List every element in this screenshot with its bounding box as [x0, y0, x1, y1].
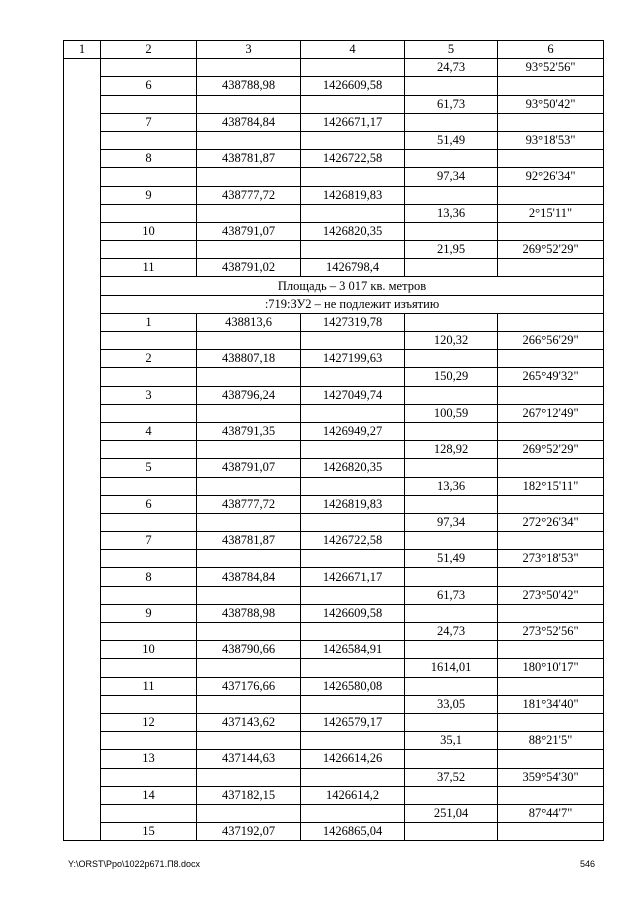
segment-row	[64, 804, 604, 822]
segment-row	[64, 131, 604, 149]
coord-y-empty	[301, 168, 405, 186]
point-row	[64, 641, 604, 659]
point-row	[64, 150, 604, 168]
segment-length: 1614,01	[405, 659, 498, 677]
segment-length: 61,73	[405, 95, 498, 113]
coord-x: 438813,6	[197, 313, 301, 331]
point-number: 10	[101, 222, 197, 240]
direction-angle: 87°44'7"	[498, 804, 604, 822]
coord-y-empty	[301, 241, 405, 259]
direction-angle: 273°52'56"	[498, 623, 604, 641]
direction-angle: 93°18'53"	[498, 131, 604, 149]
coord-x-empty	[197, 550, 301, 568]
coord-y-empty	[301, 404, 405, 422]
coord-y-empty	[301, 368, 405, 386]
coord-y-empty	[301, 732, 405, 750]
coord-x-empty	[197, 623, 301, 641]
coord-y: 1426820,35	[301, 459, 405, 477]
point-row	[64, 604, 604, 622]
direction-angle: 88°21'5"	[498, 732, 604, 750]
segment-row	[64, 477, 604, 495]
header-col-5: 5	[405, 41, 498, 59]
coord-y: 1426580,08	[301, 677, 405, 695]
point-number: 6	[101, 495, 197, 513]
segment-row	[64, 586, 604, 604]
length-empty	[405, 259, 498, 277]
parcel-label-row	[64, 295, 604, 313]
coord-x: 438788,98	[197, 604, 301, 622]
point-number: 10	[101, 641, 197, 659]
point-row	[64, 313, 604, 331]
coord-y-empty	[301, 659, 405, 677]
coord-x-empty	[197, 732, 301, 750]
direction-angle: 359°54'30"	[498, 768, 604, 786]
segment-length: 35,1	[405, 732, 498, 750]
segment-length: 24,73	[405, 623, 498, 641]
point-row	[64, 459, 604, 477]
coord-y: 1426722,58	[301, 150, 405, 168]
segment-length: 37,52	[405, 768, 498, 786]
point-number-empty	[101, 59, 197, 77]
coord-y: 1427049,74	[301, 386, 405, 404]
length-empty	[405, 422, 498, 440]
point-number: 2	[101, 350, 197, 368]
point-number-empty	[101, 768, 197, 786]
point-number: 15	[101, 823, 197, 841]
segment-row	[64, 241, 604, 259]
point-number: 11	[101, 259, 197, 277]
segment-row	[64, 659, 604, 677]
coord-x-empty	[197, 659, 301, 677]
coord-x-empty	[197, 768, 301, 786]
direction-angle: 93°50'42"	[498, 95, 604, 113]
angle-empty	[498, 568, 604, 586]
direction-angle: 265°49'32"	[498, 368, 604, 386]
coord-y: 1426819,83	[301, 186, 405, 204]
coord-y: 1426671,17	[301, 568, 405, 586]
coord-x: 437143,62	[197, 713, 301, 731]
coord-y: 1426798,4	[301, 259, 405, 277]
segment-length: 33,05	[405, 695, 498, 713]
coord-y: 1426949,27	[301, 422, 405, 440]
length-empty	[405, 77, 498, 95]
point-number: 13	[101, 750, 197, 768]
header-col-6: 6	[498, 41, 604, 59]
point-row	[64, 532, 604, 550]
coord-x-empty	[197, 332, 301, 350]
segment-row	[64, 368, 604, 386]
point-number-empty	[101, 623, 197, 641]
coord-x-empty	[197, 131, 301, 149]
length-empty	[405, 495, 498, 513]
point-number: 5	[101, 459, 197, 477]
point-row	[64, 422, 604, 440]
coord-y-empty	[301, 804, 405, 822]
coordinates-table-body	[64, 41, 604, 841]
coord-y: 1426671,17	[301, 113, 405, 131]
length-empty	[405, 786, 498, 804]
segment-row	[64, 768, 604, 786]
segment-length: 61,73	[405, 586, 498, 604]
point-number-empty	[101, 732, 197, 750]
segment-length: 21,95	[405, 241, 498, 259]
coord-x: 437182,15	[197, 786, 301, 804]
direction-angle: 2°15'11"	[498, 204, 604, 222]
coord-y: 1427199,63	[301, 350, 405, 368]
angle-empty	[498, 823, 604, 841]
point-row	[64, 386, 604, 404]
coord-y-empty	[301, 332, 405, 350]
footer-page-number: 546	[580, 859, 596, 869]
coord-y: 1426584,91	[301, 641, 405, 659]
segment-length: 120,32	[405, 332, 498, 350]
segment-row	[64, 623, 604, 641]
direction-angle: 269°52'29"	[498, 241, 604, 259]
angle-empty	[498, 113, 604, 131]
angle-empty	[498, 386, 604, 404]
section-cell	[64, 59, 101, 841]
point-number-empty	[101, 204, 197, 222]
coord-x-empty	[197, 441, 301, 459]
direction-angle: 266°56'29"	[498, 332, 604, 350]
coord-x: 438781,87	[197, 150, 301, 168]
coord-x: 438790,66	[197, 641, 301, 659]
coord-y-empty	[301, 623, 405, 641]
point-number-empty	[101, 441, 197, 459]
point-number: 12	[101, 713, 197, 731]
coord-y: 1426614,2	[301, 786, 405, 804]
segment-length: 24,73	[405, 59, 498, 77]
point-row	[64, 713, 604, 731]
length-empty	[405, 459, 498, 477]
direction-angle: 273°18'53"	[498, 550, 604, 568]
segment-length: 13,36	[405, 204, 498, 222]
segment-length: 97,34	[405, 513, 498, 531]
direction-angle: 273°50'42"	[498, 586, 604, 604]
coord-x: 438791,07	[197, 459, 301, 477]
angle-empty	[498, 713, 604, 731]
angle-empty	[498, 604, 604, 622]
point-number-empty	[101, 404, 197, 422]
header-col-4: 4	[301, 41, 405, 59]
length-empty	[405, 568, 498, 586]
point-number: 7	[101, 113, 197, 131]
coord-y: 1426579,17	[301, 713, 405, 731]
point-number-empty	[101, 131, 197, 149]
coord-y: 1426820,35	[301, 222, 405, 240]
point-number: 1	[101, 313, 197, 331]
coord-x-empty	[197, 695, 301, 713]
length-empty	[405, 532, 498, 550]
coord-y-empty	[301, 586, 405, 604]
point-row	[64, 77, 604, 95]
point-number-empty	[101, 168, 197, 186]
coord-x: 438784,84	[197, 568, 301, 586]
angle-empty	[498, 459, 604, 477]
coord-x: 437192,07	[197, 823, 301, 841]
point-row	[64, 677, 604, 695]
coord-x-empty	[197, 168, 301, 186]
header-col-3: 3	[197, 41, 301, 59]
segment-row	[64, 168, 604, 186]
parcel-label: :719:ЗУ2 – не подлежит изъятию	[101, 295, 604, 313]
length-empty	[405, 150, 498, 168]
segment-length: 150,29	[405, 368, 498, 386]
coord-y-empty	[301, 550, 405, 568]
coord-x-empty	[197, 241, 301, 259]
point-number-empty	[101, 550, 197, 568]
point-number: 7	[101, 532, 197, 550]
point-number: 9	[101, 186, 197, 204]
point-number-empty	[101, 368, 197, 386]
angle-empty	[498, 532, 604, 550]
angle-empty	[498, 641, 604, 659]
point-number-empty	[101, 241, 197, 259]
segment-row	[64, 695, 604, 713]
coord-x: 438781,87	[197, 532, 301, 550]
length-empty	[405, 823, 498, 841]
coordinates-sheet	[63, 40, 603, 841]
point-number: 14	[101, 786, 197, 804]
coord-x: 438791,02	[197, 259, 301, 277]
segment-length: 51,49	[405, 131, 498, 149]
segment-length: 51,49	[405, 550, 498, 568]
point-number-empty	[101, 95, 197, 113]
coord-y-empty	[301, 95, 405, 113]
length-empty	[405, 113, 498, 131]
coord-x-empty	[197, 513, 301, 531]
segment-length: 100,59	[405, 404, 498, 422]
segment-row	[64, 332, 604, 350]
length-empty	[405, 350, 498, 368]
coord-x: 438791,07	[197, 222, 301, 240]
coord-y: 1426722,58	[301, 532, 405, 550]
coord-x-empty	[197, 477, 301, 495]
angle-empty	[498, 786, 604, 804]
segment-row	[64, 204, 604, 222]
header-row	[64, 41, 604, 59]
coord-y: 1426609,58	[301, 77, 405, 95]
coord-x: 438777,72	[197, 186, 301, 204]
point-number: 4	[101, 422, 197, 440]
direction-angle: 182°15'11"	[498, 477, 604, 495]
coord-x-empty	[197, 59, 301, 77]
coord-x: 438788,98	[197, 77, 301, 95]
direction-angle: 181°34'40"	[498, 695, 604, 713]
point-number-empty	[101, 586, 197, 604]
angle-empty	[498, 350, 604, 368]
length-empty	[405, 222, 498, 240]
direction-angle: 267°12'49"	[498, 404, 604, 422]
segment-row	[64, 441, 604, 459]
area-label: Площадь – 3 017 кв. метров	[101, 277, 604, 295]
coord-x-empty	[197, 95, 301, 113]
angle-empty	[498, 150, 604, 168]
point-row	[64, 186, 604, 204]
coord-y: 1426819,83	[301, 495, 405, 513]
coord-y-empty	[301, 441, 405, 459]
segment-length: 251,04	[405, 804, 498, 822]
header-col-1: 1	[64, 41, 101, 59]
coord-y-empty	[301, 131, 405, 149]
point-number-empty	[101, 695, 197, 713]
coord-y-empty	[301, 59, 405, 77]
point-row	[64, 350, 604, 368]
angle-empty	[498, 186, 604, 204]
coord-y: 1426865,04	[301, 823, 405, 841]
footer-file-path: Y:\ORST\Ppo\1022p671.П8.docx	[68, 859, 201, 869]
point-row	[64, 750, 604, 768]
coord-y: 1426614,26	[301, 750, 405, 768]
area-label-row	[64, 277, 604, 295]
point-number-empty	[101, 804, 197, 822]
point-number-empty	[101, 659, 197, 677]
segment-length: 128,92	[405, 441, 498, 459]
coord-y-empty	[301, 513, 405, 531]
coord-y: 1426609,58	[301, 604, 405, 622]
coord-y-empty	[301, 204, 405, 222]
coord-x-empty	[197, 204, 301, 222]
direction-angle: 269°52'29"	[498, 441, 604, 459]
point-number: 6	[101, 77, 197, 95]
segment-length: 97,34	[405, 168, 498, 186]
point-row	[64, 823, 604, 841]
segment-length: 13,36	[405, 477, 498, 495]
point-row	[64, 259, 604, 277]
coord-y: 1427319,78	[301, 313, 405, 331]
coord-x: 438791,35	[197, 422, 301, 440]
length-empty	[405, 750, 498, 768]
coord-x-empty	[197, 404, 301, 422]
point-number: 8	[101, 568, 197, 586]
coord-y-empty	[301, 768, 405, 786]
point-number: 9	[101, 604, 197, 622]
length-empty	[405, 386, 498, 404]
angle-empty	[498, 259, 604, 277]
coord-x-empty	[197, 586, 301, 604]
length-empty	[405, 186, 498, 204]
header-col-2: 2	[101, 41, 197, 59]
length-empty	[405, 313, 498, 331]
point-row	[64, 568, 604, 586]
point-number: 3	[101, 386, 197, 404]
angle-empty	[498, 313, 604, 331]
segment-row	[64, 59, 604, 77]
length-empty	[405, 677, 498, 695]
angle-empty	[498, 495, 604, 513]
point-number-empty	[101, 477, 197, 495]
angle-empty	[498, 422, 604, 440]
point-number-empty	[101, 332, 197, 350]
coord-x: 437176,66	[197, 677, 301, 695]
point-row	[64, 786, 604, 804]
coord-x: 438807,18	[197, 350, 301, 368]
segment-row	[64, 550, 604, 568]
direction-angle: 92°26'34"	[498, 168, 604, 186]
point-row	[64, 113, 604, 131]
point-number-empty	[101, 513, 197, 531]
coord-x: 438784,84	[197, 113, 301, 131]
angle-empty	[498, 222, 604, 240]
point-number: 8	[101, 150, 197, 168]
coord-x-empty	[197, 804, 301, 822]
length-empty	[405, 713, 498, 731]
point-number: 11	[101, 677, 197, 695]
angle-empty	[498, 77, 604, 95]
direction-angle: 180°10'17"	[498, 659, 604, 677]
angle-empty	[498, 750, 604, 768]
length-empty	[405, 604, 498, 622]
length-empty	[405, 641, 498, 659]
segment-row	[64, 513, 604, 531]
point-row	[64, 495, 604, 513]
coord-x: 438777,72	[197, 495, 301, 513]
coord-x: 438796,24	[197, 386, 301, 404]
coord-x: 437144,63	[197, 750, 301, 768]
point-row	[64, 222, 604, 240]
segment-row	[64, 95, 604, 113]
coord-y-empty	[301, 477, 405, 495]
coord-y-empty	[301, 695, 405, 713]
angle-empty	[498, 677, 604, 695]
segment-row	[64, 732, 604, 750]
direction-angle: 272°26'34"	[498, 513, 604, 531]
direction-angle: 93°52'56"	[498, 59, 604, 77]
coord-x-empty	[197, 368, 301, 386]
segment-row	[64, 404, 604, 422]
coordinates-table	[63, 40, 604, 841]
